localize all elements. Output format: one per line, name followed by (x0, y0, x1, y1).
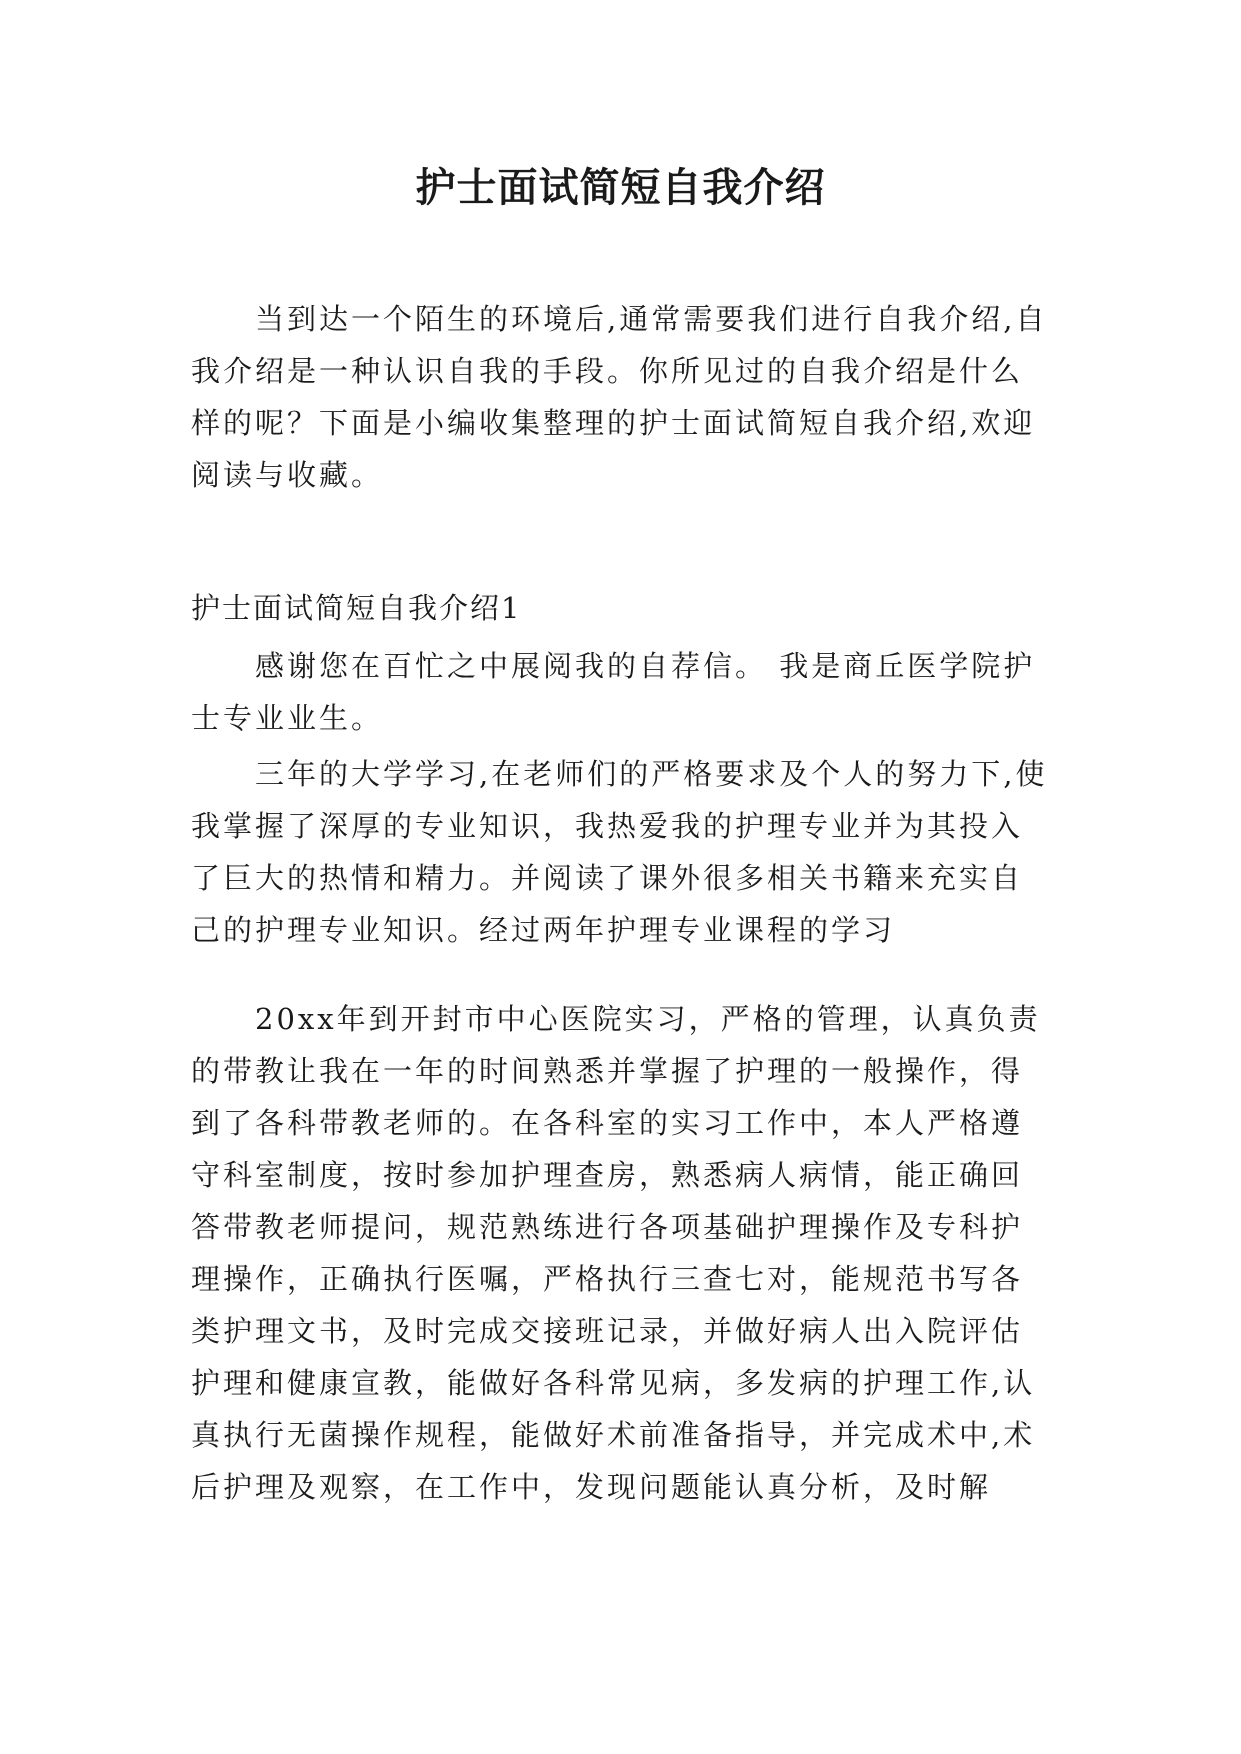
body-paragraph-1: 感谢您在百忙之中展阅我的自荐信。 我是商丘医学院护士专业业生。 (191, 649, 1036, 735)
section-heading: 护士面试简短自我介绍1 (191, 591, 522, 625)
intro-paragraph: 当到达一个陌生的环境后,通常需要我们进行自我介绍,自我介绍是一种认识自我的手段。你所见过的自我介绍是什么样的呢？下面是小编收集整理的护士面试简短自我介绍,欢迎阅读与收藏。 (191, 302, 1048, 492)
body-paragraph-2: 三年的大学学习,在老师们的严格要求及个人的努力下,使我掌握了深厚的专业知识，我热爱我的护理专业并为其投入了巨大的热情和精力。并阅读了课外很多相关书籍来充实自己的护理专业知识。经过两年护理专业课程的学习 (191, 757, 1048, 947)
body-paragraph-3: 20xx年到开封市中心医院实习，严格的管理，认真负责的带教让我在一年的时间熟悉并掌握了护理的一般操作，得到了各科带教老师的。在各科室的实习工作中，本人严格遵守科室制度，按时参加护理查房，熟悉病人病情，能正确回答带教老师提问，规范熟练进行各项基础护理操作及专科护理操作，正确执行医嘱，严格执行三查七对，能规范书写各类护理文书，及时完成交接班记录，并做好病人出入院评估护理和健康宣教，能做好各科常见病，多发病的护理工作,认真执行无菌操作规程，能做好术前准备指导，并完成术中,术后护理及观察，在工作中，发现问题能认真分析，及时解 (191, 1002, 1041, 1504)
document-title: 护士面试简短自我介绍 (415, 165, 826, 211)
